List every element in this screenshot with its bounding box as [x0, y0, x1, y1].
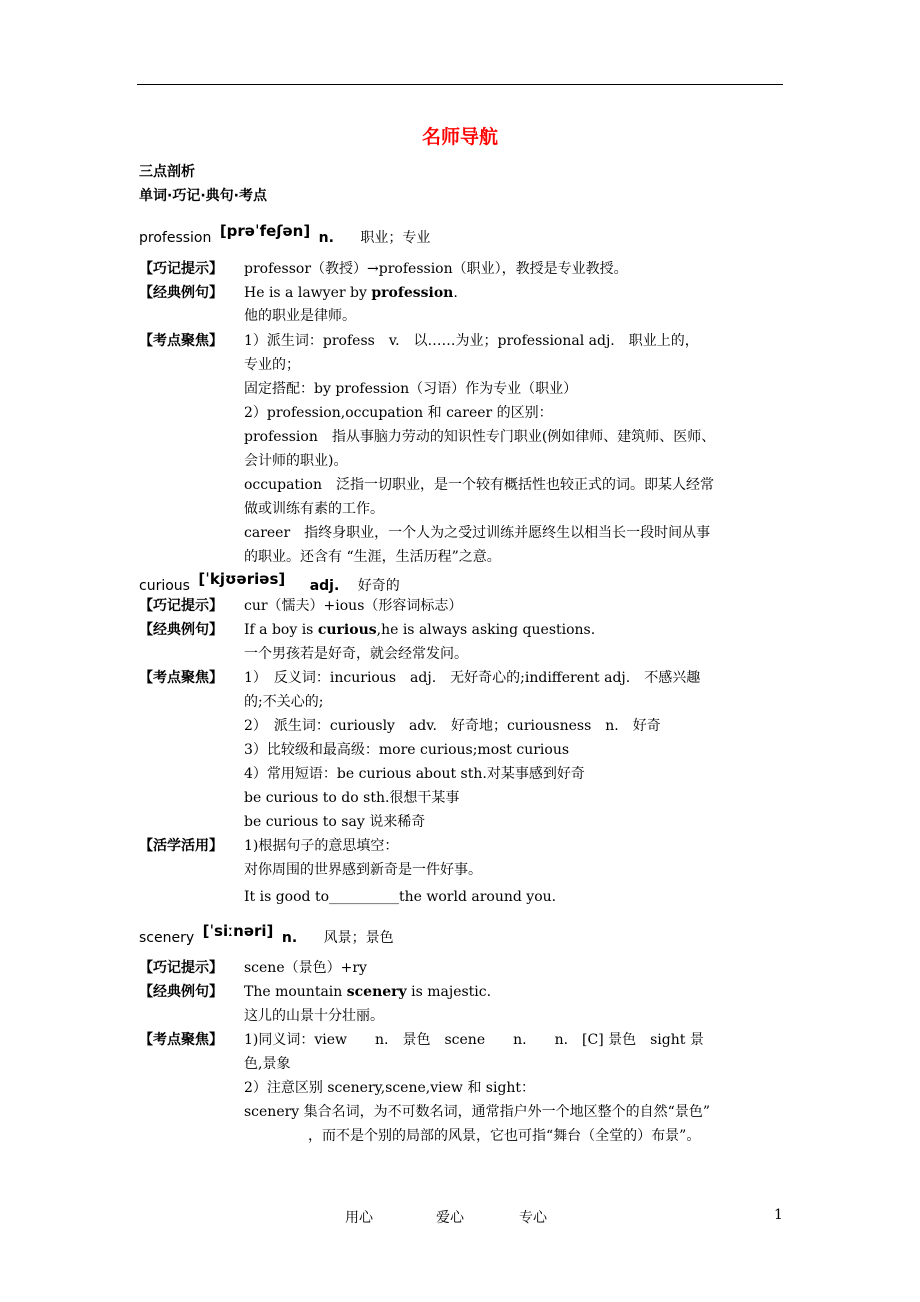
- part-of-speech: n.: [281, 930, 298, 946]
- page-number: 1: [774, 1207, 783, 1223]
- scenery-focus-line: ，而不是个别的局部的风景，它也可指“舞台（全堂的）布景”。: [308, 1128, 701, 1144]
- meaning: 风景；景色: [323, 930, 394, 946]
- curious-practice-line: 1)根据句子的意思填空：: [244, 838, 399, 854]
- example-text-end: is majestic.: [406, 984, 492, 1000]
- entry-curious-headword: [139, 570, 400, 595]
- profession-focus-line: 会计师的职业)。: [244, 453, 348, 469]
- label-tip: 【巧记提示】: [139, 960, 223, 976]
- label-example: 【经典例句】: [139, 984, 223, 1000]
- curious-focus-line: be curious to do sth.很想干某事: [244, 790, 460, 806]
- curious-example: [244, 621, 595, 639]
- curious-focus-line: 4）常用短语：be curious about sth.对某事感到好奇: [244, 766, 585, 782]
- footer-item: 用心: [345, 1210, 373, 1226]
- part-of-speech: adj.: [309, 578, 340, 594]
- profession-example-cn: 他的职业是律师。: [244, 308, 356, 324]
- profession-focus-line: 做或训练有素的工作。: [244, 501, 384, 517]
- curious-focus-line: 2） 派生词：curiously adv. 好奇地；curiousness n. 好奇: [244, 718, 661, 734]
- example-keyword: profession: [371, 285, 454, 301]
- profession-focus-line: 专业的；: [244, 357, 300, 373]
- headword: curious: [139, 578, 190, 594]
- curious-example-cn: 一个男孩若是好奇，就会经常发问。: [244, 646, 468, 662]
- meaning: 好奇的: [357, 578, 400, 594]
- phonetic: [ˈkjʊəriəs]: [198, 570, 286, 588]
- headword: profession: [139, 230, 212, 246]
- footer-item: 专心: [519, 1210, 547, 1226]
- phonetic: [prəˈfeʃən]: [219, 222, 311, 240]
- profession-tip: professor（教授）→profession（职业），教授是专业教授。: [244, 261, 628, 277]
- profession-focus-line: career 指终身职业，一个人为之受过训练并愿终生以相当长一段时间从事: [244, 525, 711, 541]
- example-text-end: ,he is always asking questions.: [376, 622, 596, 638]
- scenery-focus-line: 1)同义词：view n. 景色 scene n. n. [C] 景色 sight 景: [244, 1032, 704, 1048]
- label-example: 【经典例句】: [139, 622, 223, 638]
- curious-focus-line: be curious to say 说来稀奇: [244, 814, 426, 830]
- profession-focus-line: 1）派生词：profess v. 以……为业；professional adj. 职业上的，: [244, 333, 699, 349]
- label-focus: 【考点聚焦】: [139, 333, 223, 349]
- subsection-heading: 单词·巧记·典句·考点: [139, 188, 267, 204]
- section-heading: 三点剖析: [139, 164, 195, 180]
- footer-item: 爱心: [436, 1210, 464, 1226]
- entry-scenery-headword: [139, 922, 394, 947]
- profession-focus-line: 2）profession,occupation 和 career 的区别：: [244, 405, 553, 421]
- headword: scenery: [139, 930, 195, 946]
- label-focus: 【考点聚焦】: [139, 670, 223, 686]
- scenery-focus-line: 2）注意区别 scenery,scene,view 和 sight：: [244, 1080, 536, 1096]
- entry-profession-headword: [139, 222, 431, 247]
- scenery-example: [244, 983, 491, 1001]
- profession-focus-line: occupation 泛指一切职业，是一个较有概括性也较正式的词。即某人经常: [244, 477, 714, 493]
- curious-practice-line: It is good to__________the world around you.: [244, 889, 557, 905]
- profession-focus-line: profession 指从事脑力劳动的知识性专门职业(例如律师、建筑师、医师、: [244, 429, 716, 445]
- curious-focus-line: 的;不关心的;: [244, 694, 324, 710]
- example-text-end: .: [453, 285, 458, 301]
- part-of-speech: n.: [318, 230, 334, 246]
- curious-tip: cur（懦夫）+ious（形容词标志）: [244, 598, 463, 614]
- example-text: The mountain: [244, 984, 347, 1000]
- scenery-example-cn: 这儿的山景十分壮丽。: [244, 1008, 384, 1024]
- label-tip: 【巧记提示】: [139, 261, 223, 277]
- label-tip: 【巧记提示】: [139, 598, 223, 614]
- label-focus: 【考点聚焦】: [139, 1032, 223, 1048]
- scenery-focus-line: scenery 集合名词，为不可数名词，通常指户外一个地区整个的自然“景色”: [244, 1104, 710, 1120]
- example-text: He is a lawyer by: [244, 285, 372, 301]
- example-keyword: curious: [317, 622, 377, 638]
- phonetic: [ˈsiːnəri]: [202, 922, 274, 940]
- scenery-focus-line: 色,景象: [244, 1056, 291, 1072]
- curious-focus-line: 1） 反义词：incurious adj. 无好奇心的;indifferent adj. 不感兴趣: [244, 670, 701, 686]
- header-rule: [137, 84, 783, 85]
- scenery-tip: scene（景色）+ry: [244, 960, 367, 976]
- curious-practice-line: 对你周围的世界感到新奇是一件好事。: [244, 862, 482, 878]
- profession-focus-line: 固定搭配：by profession（习语）作为专业（职业）: [244, 381, 578, 397]
- example-text: If a boy is: [244, 622, 318, 638]
- page-title: 名师导航: [421, 126, 498, 148]
- meaning: 职业；专业: [360, 230, 431, 246]
- profession-example: [244, 284, 458, 302]
- curious-focus-line: 3）比较级和最高级：more curious;most curious: [244, 742, 570, 758]
- label-practice: 【活学活用】: [139, 838, 223, 854]
- profession-focus-line: 的职业。还含有 “生涯，生活历程”之意。: [244, 549, 501, 565]
- example-keyword: scenery: [346, 984, 407, 1000]
- label-example: 【经典例句】: [139, 285, 223, 301]
